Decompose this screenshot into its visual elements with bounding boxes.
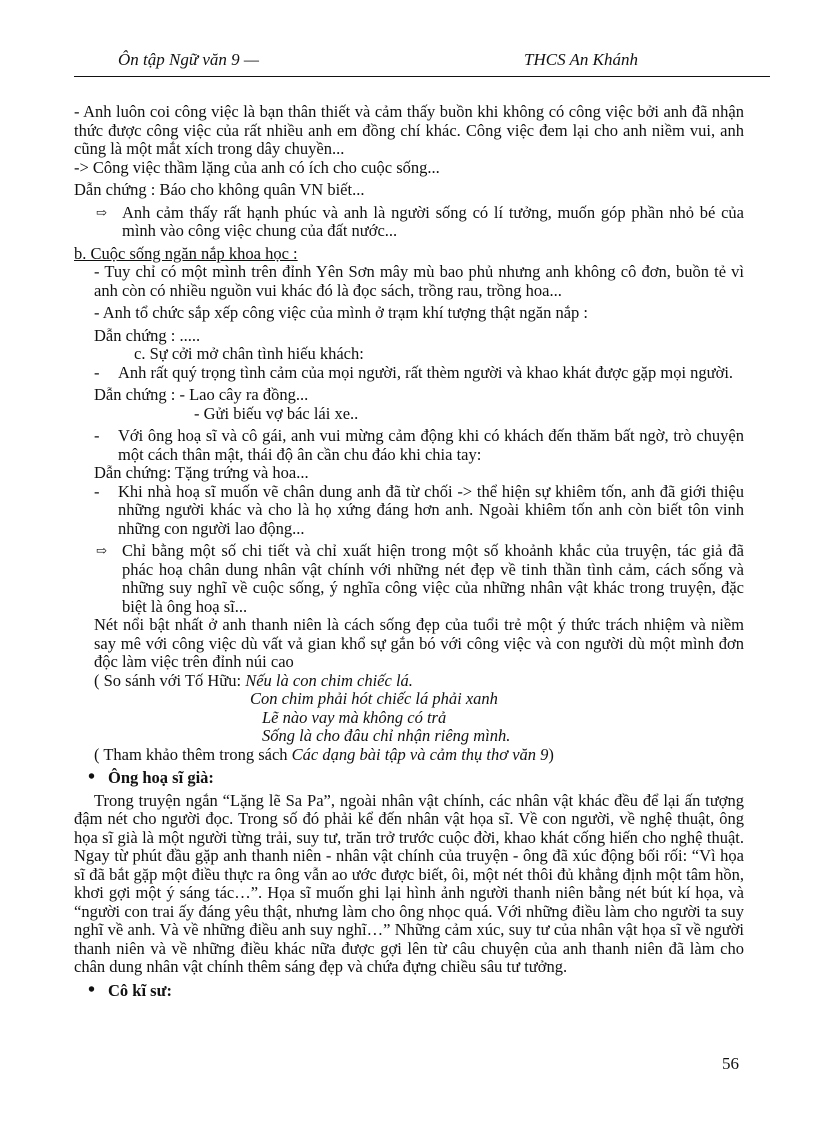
paragraph: - Tuy chỉ có một mình trên đỉnh Yên Sơn mây mù bao phủ nhưng anh không cô đơn, buồn tẻ vì anh còn có nhiều nguồn vui khác đó là đọc sách, trồng rau, trồng hoa... [94,262,744,300]
evidence-line: Dẫn chứng : Báo cho không quân VN biết... [74,180,365,199]
poem-line: Con chim phải hót chiếc lá phải xanh [250,689,498,708]
poem-line: Sống là cho đâu chỉ nhận riêng mình. [262,726,511,745]
paragraph: -> Công việc thầm lặng của anh có ích cho cuộc sống... [74,157,440,177]
bullet-icon: • [88,766,96,788]
header-right: THCS An Khánh [524,50,638,69]
paragraph: - Anh tổ chức sắp xếp công việc của mình ở trạm khí tượng thật ngăn nắp : [94,303,589,322]
evidence-line: Dẫn chứng : ..... [94,325,201,345]
arrow-item-text: Anh cảm thấy rất hạnh phúc và anh là người sống có lí tưởng, muốn góp phần nhỏ bé của mình vào công việc chung của đất nước... [122,202,744,240]
section-heading-b: b. Cuộc sống ngăn nắp khoa học : [74,243,298,263]
reference-line: ( Tham khảo thêm trong sách Các dạng bài tập và cảm thụ thơ văn 9) [94,744,554,764]
page-content [74,103,744,1000]
dash-list-item: - Với ông hoạ sĩ và cô gái, anh vui mừng cảm động khi có khách đến thăm bất ngờ, trò chuyện một cách thân mật, thái độ ân cần chu đáo khi chia tay: [94,426,744,464]
dash-icon: - [94,481,100,501]
page-number: 56 [722,1054,739,1073]
dash-icon: - [94,362,100,382]
arrow-list-item [74,204,744,241]
arrow-list-item: ⇨ Chỉ bằng một số chi tiết và chỉ xuất hiện trong một số khoảnh khắc của truyện, tác giả đã phác hoạ chân dung nhân vật chính với những nét đẹp về tinh thần tình cảm, cách sống và những suy nghĩ về cuộc sống, ý nghĩa công việc của những nhân vật khác trong truyện, đặc biệt là ông hoạ sĩ... [74,542,744,616]
bullet-icon: • [88,978,96,1001]
paragraph: Trong truyện ngắn “Lặng lẽ Sa Pa”, ngoài nhân vật chính, các nhân vật khác đều để lại ấn tượng đậm nét cho người đọc. Trong số đó phải kể đến nhân vật họa sĩ. Về con người, về nghệ thuật, ông họa sĩ già là một người từng trải, suy tư, trăn trở trước cuộc đời, khao khát cống hiến cho nghệ thuật. Ngay từ phút đầu gặp anh thanh niên - nhân vật chính của truyện - ông đã xúc động bối rối: “Vì họa sĩ đã bắt gặp một điều thực ra ông vẫn ao ước được biết, ôi, một nét thôi đủ khẳng định một tâm hồn, khơi gợi một ý sáng tác…”. Họa sĩ muốn ghi lại hình ảnh người thanh niên bằng nét bút kí họa, và “người con trai ấy đáng yêu thật, nhưng làm cho ông nhọc quá. Với những điều làm cho người ta suy nghĩ về anh. Và về những điều anh suy nghĩ…” Những cảm xúc, suy tư của nhân vật họa sĩ về người thanh niên và về những điều khác nữa được gợi lên từ câu chuyện của anh thanh niên đã làm cho chân dung nhân vật chính thêm sáng đẹp và chứa đựng chiều sâu tư tưởng. [74,790,744,976]
poem-line: Lẽ nào vay mà không có trả [262,707,447,727]
bullet-heading: • Cô kĩ sư: [88,978,172,1001]
evidence-line: Dẫn chứng: Tặng trứng và hoa... [94,463,309,482]
paragraph: Nét nổi bật nhất ở anh thanh niên là cách sống đẹp của tuổi trẻ một ý thức trách nhiệm và niềm say mê với công việc dù vất vả gian khổ sự gắn bó với công việc và con người dù một mình đơn độc làm việc trên đỉnh núi cao [94,615,744,671]
arrow-icon: ⇨ [96,204,107,220]
section-heading-c: c. Sự cởi mở chân tình hiếu khách: [134,344,364,363]
header-left: Ôn tập Ngữ văn 9 — [118,50,260,69]
evidence-line: Dẫn chứng : - Lao cây ra đồng... [94,385,309,404]
header-rule [74,76,770,77]
dash-list-item: - Anh rất quý trọng tình cảm của mọi người, rất thèm người và khao khát được gặp mọi người. [94,362,734,382]
bullet-heading: • Ông hoạ sĩ già: [88,766,214,788]
paragraph: - Anh luôn coi công việc là bạn thân thiết và cảm thấy buồn khi không có công việc bởi anh đã nhận thức được công việc của rất nhiều anh em đồng chí khác. Công việc đem lại cho anh niềm vui, anh cũng là một mắt xích trong dây chuyền... [74,102,744,158]
evidence-line: - Gửi biếu vợ bác lái xe.. [194,403,359,423]
comparison-line: ( So sánh với Tố Hữu: Nếu là con chim chiếc lá. [94,670,413,690]
dash-list-item: - Khi nhà hoạ sĩ muốn vẽ chân dung anh đã từ chối -> thể hiện sự khiêm tốn, anh đã giới thiệu những người khác và cho là họ xứng đáng hơn anh. Ngoài khiêm tốn anh còn biết tôn vinh những con người lao động... [94,481,744,538]
dash-icon: - [94,426,100,445]
arrow-icon: ⇨ [96,543,107,558]
